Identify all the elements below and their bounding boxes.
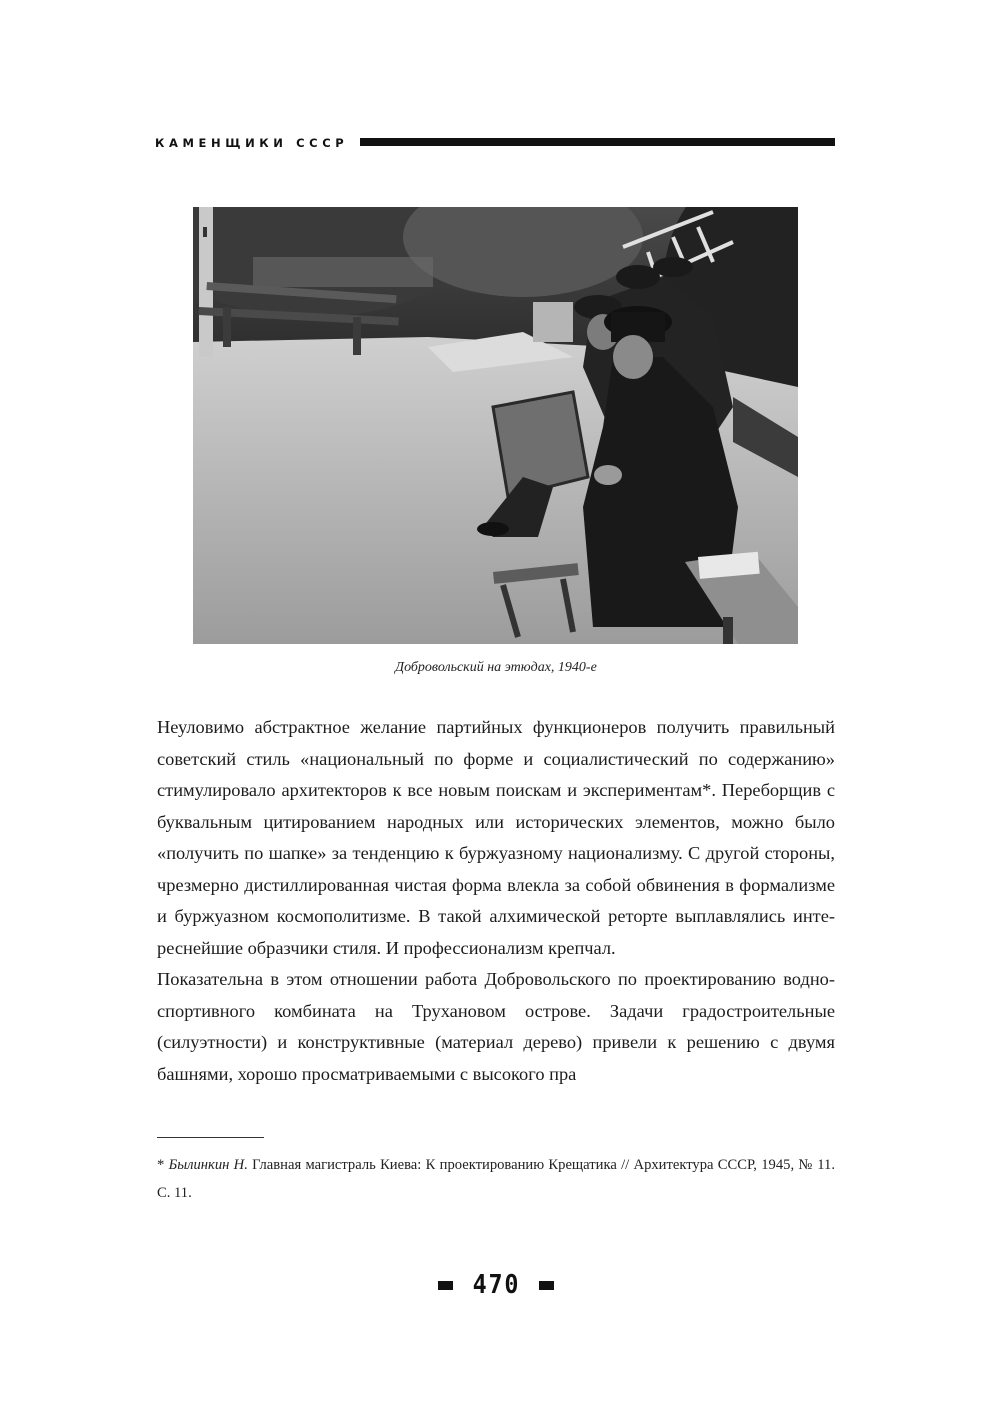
body-paragraph: Неуловимо абстрактное желание партийных функционеров получить правильный советский стиль «национальный по форме и социалистический по содержанию» стимулировало архитекторов к все новым поискам и экспериментам*. Переборщив с буквальным цитированием народных или исторических элементов, можно было «получить по шапке» за тенденцию к буржуазному национализму. С другой стороны, чрезмерно дистиллированная чистая форма влекла за собой обвинения в формализме и буржуазном космополитизме. В такой алхимической реторте выплавлялись интереснейшие образчики стиля. И профессионализм крепчал.	[157, 717, 835, 958]
header-rule	[360, 138, 835, 146]
figure-caption: Добровольский на этюдах, 1940-е	[395, 660, 597, 675]
page-number-left-mark	[438, 1281, 453, 1290]
page-number	[0, 1270, 992, 1300]
running-title: КАМЕНЩИКИ СССР	[155, 136, 349, 150]
running-header	[155, 136, 835, 150]
body-text	[157, 712, 835, 1090]
photo-dobrovolsky-sketching	[193, 207, 798, 644]
footnote-text: Главная магистраль Киева: К проектированию Крещатика // Архитектура СССР, 1945, № 11. С. 11.	[157, 1157, 835, 1201]
footnote-rule	[157, 1137, 264, 1138]
body-paragraph: Показательна в этом отношении работа Добровольского по проектированию водно-спортивного комбината на Трухановом острове. Задачи градостроительные (силуэтности) и конструктивные (материал дерево) привели к решению с двумя башнями, хорошо просматриваемыми с высокого пра	[157, 969, 835, 1084]
footnote-author: Былинкин Н.	[168, 1157, 248, 1173]
footnote-marker: *	[157, 1157, 169, 1173]
page-number-right-mark	[539, 1281, 554, 1290]
footnote	[157, 1151, 835, 1207]
page-number-value: 470	[472, 1270, 520, 1300]
